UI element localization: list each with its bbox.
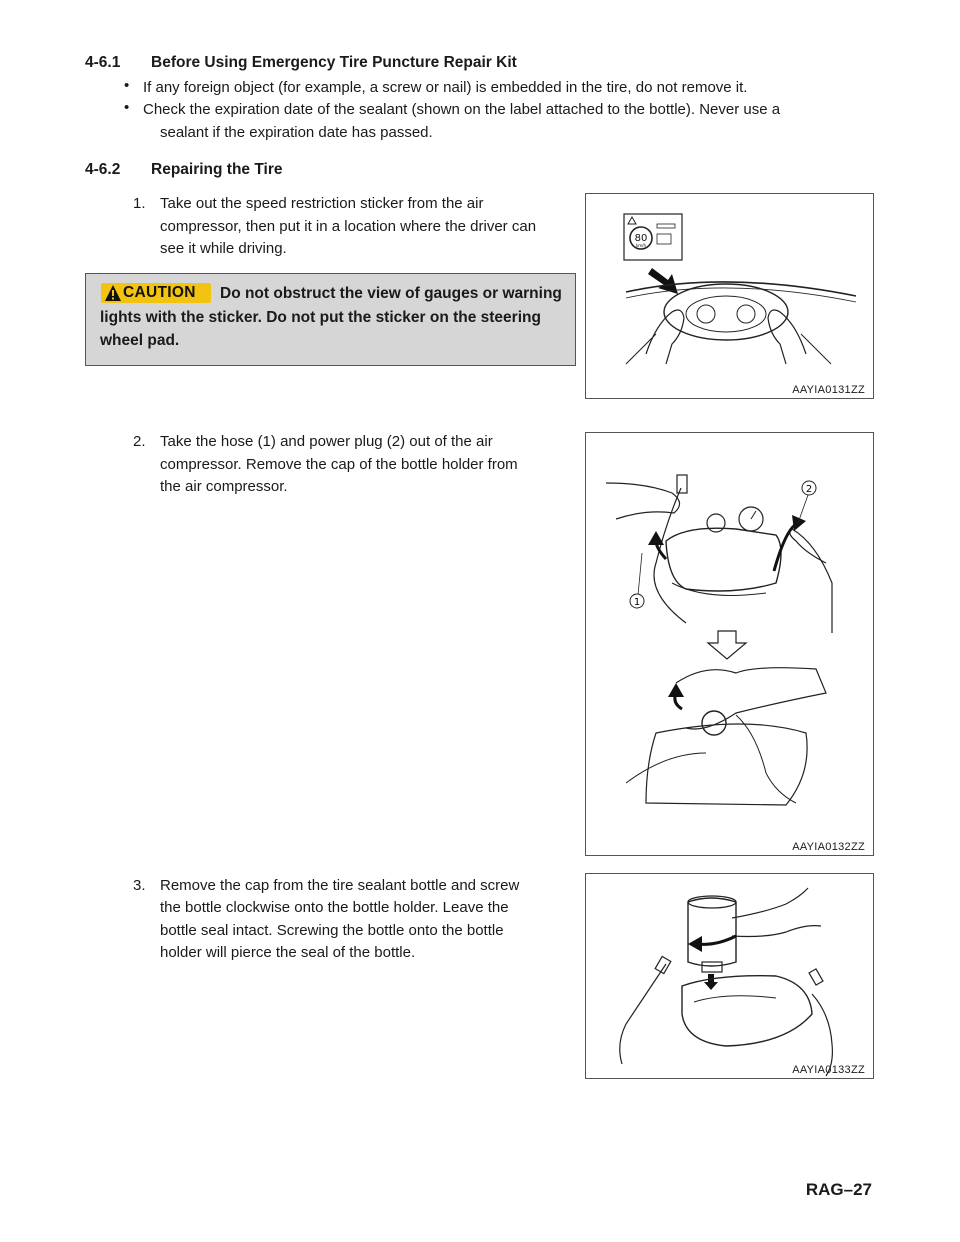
- figure-caption: AAYIA0133ZZ: [792, 1064, 865, 1076]
- figure-caption: AAYIA0131ZZ: [792, 384, 865, 396]
- figure-caption: AAYIA0132ZZ: [792, 841, 865, 853]
- step-number: 2.: [133, 433, 146, 450]
- section-number: 4-6.2: [85, 161, 121, 178]
- caution-text: Do not obstruct the view of gauges or warning lights with the sticker. Do not put the sticker on the steering wheel pad.: [100, 285, 562, 349]
- callout-1: 1: [633, 597, 641, 608]
- section-heading-4-6-1: [85, 54, 517, 72]
- step-number: 3.: [133, 877, 146, 894]
- section-heading-4-6-2: [85, 161, 283, 179]
- step-text: Remove the cap from the tire sealant bottle and screw: [160, 877, 520, 894]
- section-title: Repairing the Tire: [151, 161, 283, 178]
- section-title: Before Using Emergency Tire Puncture Repair Kit: [151, 54, 517, 71]
- step-text: Take the hose (1) and power plug (2) out of the air: [160, 433, 493, 450]
- figure-speed-sticker: [585, 193, 874, 399]
- bullet-dot: •: [124, 99, 130, 116]
- caution-box: [85, 273, 576, 366]
- step-text: Take out the speed restriction sticker from the air: [160, 195, 484, 212]
- bullet-text-continued: sealant if the expiration date has passed.: [160, 124, 433, 141]
- bullet-text: If any foreign object (for example, a screw or nail) is embedded in the tire, do not remove it.: [143, 79, 748, 96]
- caution-label: CAUTION: [123, 284, 196, 301]
- bottle-illustration: [586, 874, 873, 1078]
- step-text: see it while driving.: [160, 240, 287, 257]
- step-text: bottle seal intact. Screwing the bottle onto the bottle: [160, 922, 504, 939]
- bullet-dot: •: [124, 77, 130, 94]
- bullet-text: Check the expiration date of the sealant (shown on the label attached to the bottle). Never use a: [143, 101, 781, 118]
- step-text: compressor. Remove the cap of the bottle holder from: [160, 456, 518, 473]
- figure-sealant-bottle: [585, 873, 874, 1079]
- step-text: compressor, then put it in a location where the driver can: [160, 218, 537, 235]
- steering-wheel-illustration: [586, 194, 873, 398]
- sticker-speed: 80: [634, 233, 648, 244]
- step-text: the air compressor.: [160, 478, 288, 495]
- section-number: 4-6.1: [85, 54, 121, 71]
- callout-2: 2: [805, 484, 813, 495]
- step-number: 1.: [133, 195, 146, 212]
- figure-compressor-hose: [585, 432, 874, 856]
- step-text: the bottle clockwise onto the bottle holder. Leave the: [160, 899, 509, 916]
- step-text: holder will pierce the seal of the bottle.: [160, 944, 416, 961]
- compressor-illustration: [586, 433, 873, 855]
- sticker-unit: km/h: [635, 243, 647, 248]
- page-number: RAG–27: [805, 1180, 872, 1199]
